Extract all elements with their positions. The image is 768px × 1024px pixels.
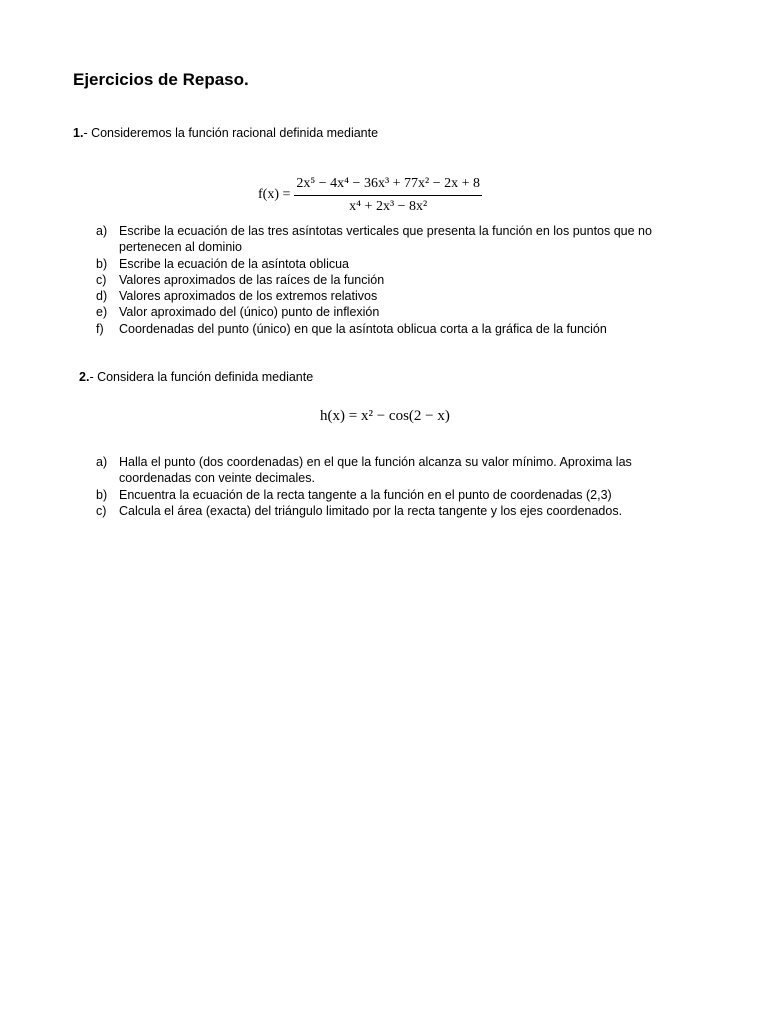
list-item-text: Valores aproximados de los extremos relativos [119,289,378,304]
exercise-1-formula [258,170,482,220]
list-item-marker: b) [96,487,108,502]
list-item-marker: a) [96,455,108,469]
list-item-text: Coordenadas del punto (único) en que la asíntota oblicua corta a la gráfica de la función [119,321,607,336]
list-item [96,454,696,487]
list-item-marker: c) [96,503,107,518]
formula-1-lhs: f(x) = [258,187,291,202]
exercise-2-question-list [96,454,696,519]
list-item-marker: e) [96,305,108,320]
exercise-1-number: 1. [73,126,84,140]
list-item [96,272,696,288]
list-item-text: Calcula el área (exacta) del triángulo limitado por la recta tangente y los ejes coordenados. [119,503,623,518]
list-item [96,503,696,519]
list-item-marker: d) [96,289,108,304]
list-item-text: Halla el punto (dos coordenadas) en el que la función alcanza su valor mínimo. Aproxima las coordenadas con veinte decimales. [119,455,632,486]
exercise-2-formula: h(x) = x² − cos(2 − x) [320,408,450,424]
list-item [96,223,696,256]
list-item-marker: f) [96,321,104,336]
exercise-1-intro [73,126,378,140]
list-item-text: Escribe la ecuación de las tres asíntotas verticales que presenta la función en los puntos que no pertenecen al dominio [119,224,652,255]
list-item [96,487,696,503]
exercise-1-question-list [96,223,696,337]
formula-1-numerator: 2x⁵ − 4x⁴ − 36x³ + 77x² − 2x + 8 [294,175,482,196]
list-item [96,288,696,304]
list-item-marker: a) [96,224,108,238]
list-item [96,256,696,272]
list-item-marker: c) [96,272,107,287]
exercise-2-intro-text: - Considera la función definida mediante [89,370,314,384]
list-item [96,321,696,337]
exercise-2-intro [79,370,313,384]
list-item-text: Encuentra la ecuación de la recta tangente a la función en el punto de coordenadas (2,3) [119,487,612,502]
exercise-1-intro-text: - Consideremos la función racional definida mediante [83,126,379,140]
formula-1-fraction [294,175,482,216]
list-item [96,304,696,320]
list-item-text: Escribe la ecuación de la asíntota oblicua [119,256,350,271]
document-title: Ejercicios de Repaso. [73,70,249,89]
exercise-2-number: 2. [79,370,90,384]
list-item-text: Valores aproximados de las raíces de la función [119,272,385,287]
list-item-marker: b) [96,256,108,271]
list-item-text: Valor aproximado del (único) punto de inflexión [119,305,380,320]
formula-1-denominator: x⁴ + 2x³ − 8x² [349,198,428,214]
